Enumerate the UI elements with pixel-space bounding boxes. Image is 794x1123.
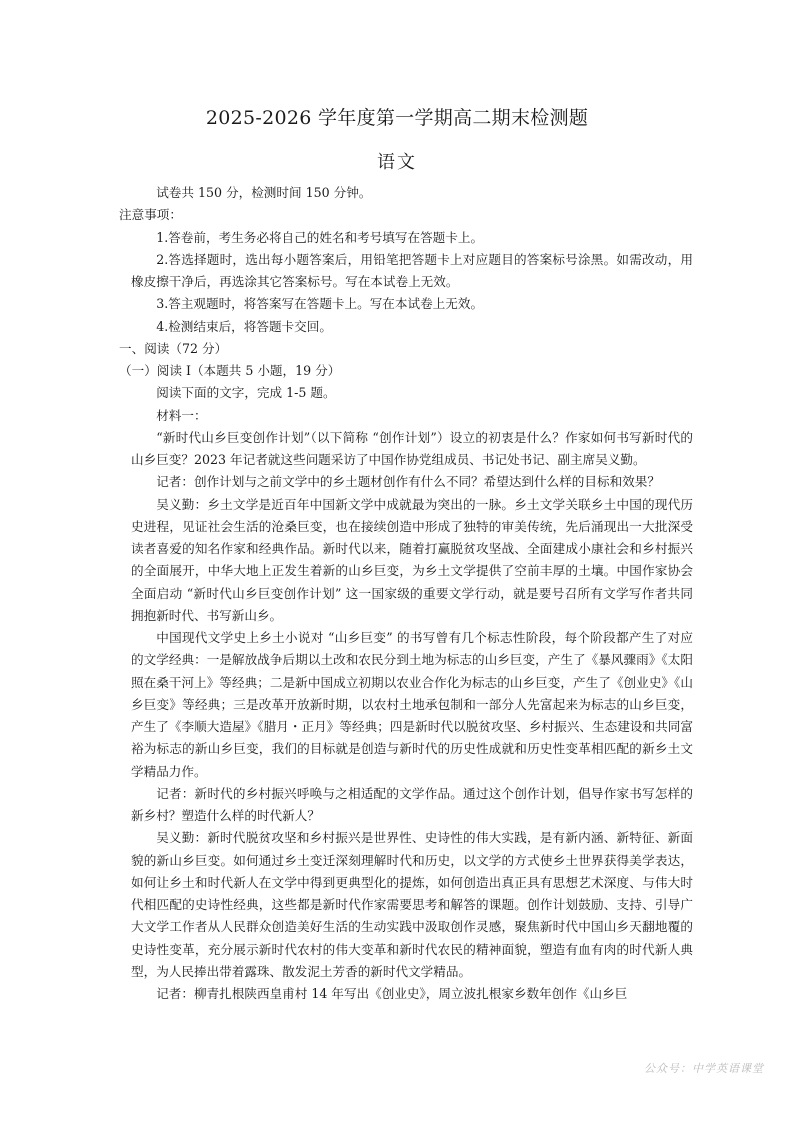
notice-item-1: 1.答卷前，考生务必将自己的姓名和考号填写在答题卡上。 bbox=[156, 229, 484, 245]
exam-title: 2025-2026 学年度第一学期高二期末检测题 bbox=[205, 107, 589, 129]
notice-item-3: 3.答主观题时，将答案写在答题卡上。写在本试卷上无效。 bbox=[156, 296, 484, 312]
material-label: 材料一： bbox=[156, 407, 207, 423]
instruction-text: 阅读下面的文字，完成 1-5 题。 bbox=[156, 385, 336, 401]
subject-title: 语文 bbox=[377, 152, 417, 173]
paragraph-7: 记者：柳青扎根陕西皇甫村 14 年写出《创业史》，周立波扎根家乡数年创作《山乡巨 bbox=[156, 986, 628, 1001]
paragraph-5: 记者：新时代的乡村振兴呼唤与之相适配的文学作品。通过这个创作计划，倡导作家书写怎样的新乡村？塑造什么样的时代新人？ bbox=[131, 785, 693, 823]
section-title: 一、阅读（72 分） bbox=[119, 340, 228, 356]
subsection-title: （一）阅读 I（本题共 5 小题，19 分） bbox=[119, 363, 341, 378]
notice-item-4: 4.检测结束后，将答题卡交回。 bbox=[156, 318, 332, 334]
watermark-text: 公众号：中学英语课堂 bbox=[644, 1062, 764, 1075]
exam-info: 试卷共 150 分，检测时间 150 分钟。 bbox=[156, 185, 372, 200]
notice-item-2: 2.答选择题时，选出每小题答案后，用铅笔把答题卡上对应题目的答案标号涂黑。如需改动，用橡皮擦干净后，再选涂其它答案标号。写在本试卷上无效。 bbox=[131, 251, 693, 289]
notice-heading: 注意事项： bbox=[119, 207, 182, 223]
paragraph-1: “新时代山乡巨变创作计划”（以下简称 “创作计划”）设立的初衷是什么？作家如何书写新时代的山乡巨变？2023 年记者就这些问题采访了中国作协党组成员、书记处书记、副主席吴义勤。 bbox=[131, 429, 693, 467]
paragraph-4: 中国现代文学史上乡土小说对 “山乡巨变” 的书写曾有几个标志性阶段，每个阶段都产生了对应的文学经典：一是解放战争后期以土改和农民分到土地为标志的山乡巨变，产生了《暴风骤雨》《太阳照在桑干河上》等经典；二是新中国成立初期以农业合作化为标志的山乡巨变，产生了《创业史》《山乡巨变》等经典；三是改革开放新时期，以农村土地承包制和一部分人先富起来为标志的山乡巨变，产生了《李顺大造屋》《腊月・正月》等经典；四是新时代以脱贫攻坚、乡村振兴、生态建设和共同富裕为标志的新山乡巨变，我们的目标就是创造与新时代的历史性成就和历史性变革相匹配的新乡土文学精品力作。 bbox=[131, 630, 693, 779]
paragraph-3: 吴义勤：乡土文学是近百年中国新文学中成就最为突出的一脉。乡土文学关联乡土中国的现代历史进程，见证社会生活的沧桑巨变，也在接续创造中形成了独特的审美传统，先后涌现出一大批深受读者喜爱的知名作家和经典作品。新时代以来，随着打赢脱贫攻坚战、全面建成小康社会和乡村振兴的全面展开，中华大地上正发生着新的山乡巨变，为乡土文学提供了空前丰厚的土壤。中国作家协会全面启动 “新时代山乡巨变创作计划” 这一国家级的重要文学行动，就是要号召所有文学写作者共同拥抱新时代、书写新山乡。 bbox=[131, 496, 693, 623]
exam-body bbox=[119, 182, 693, 1005]
paragraph-6: 吴义勤：新时代脱贫攻坚和乡村振兴是世界性、史诗性的伟大实践，是有新内涵、新特征、新面貌的新山乡巨变。如何通过乡土变迁深刻理解时代和历史，以文学的方式使乡土世界获得美学表达，如何让乡土和时代新人在文学中得到更典型化的提炼，如何创造出真正具有思想艺术深度、与伟大时代相匹配的史诗性经典，这些都是新时代作家需要思考和解答的课题。创作计划鼓励、支持、引导广大文学工作者从人民群众创造美好生活的生动实践中汲取创作灵感，聚焦新时代中国山乡天翻地覆的史诗性变革，充分展示新时代农村的伟大变革和新时代农民的精神面貌，塑造有血有肉的时代新人典型，为人民捧出带着露珠、散发泥土芳香的新时代文学精品。 bbox=[131, 830, 693, 979]
paragraph-2: 记者：创作计划与之前文学中的乡土题材创作有什么不同？希望达到什么样的目标和效果？ bbox=[156, 474, 660, 490]
